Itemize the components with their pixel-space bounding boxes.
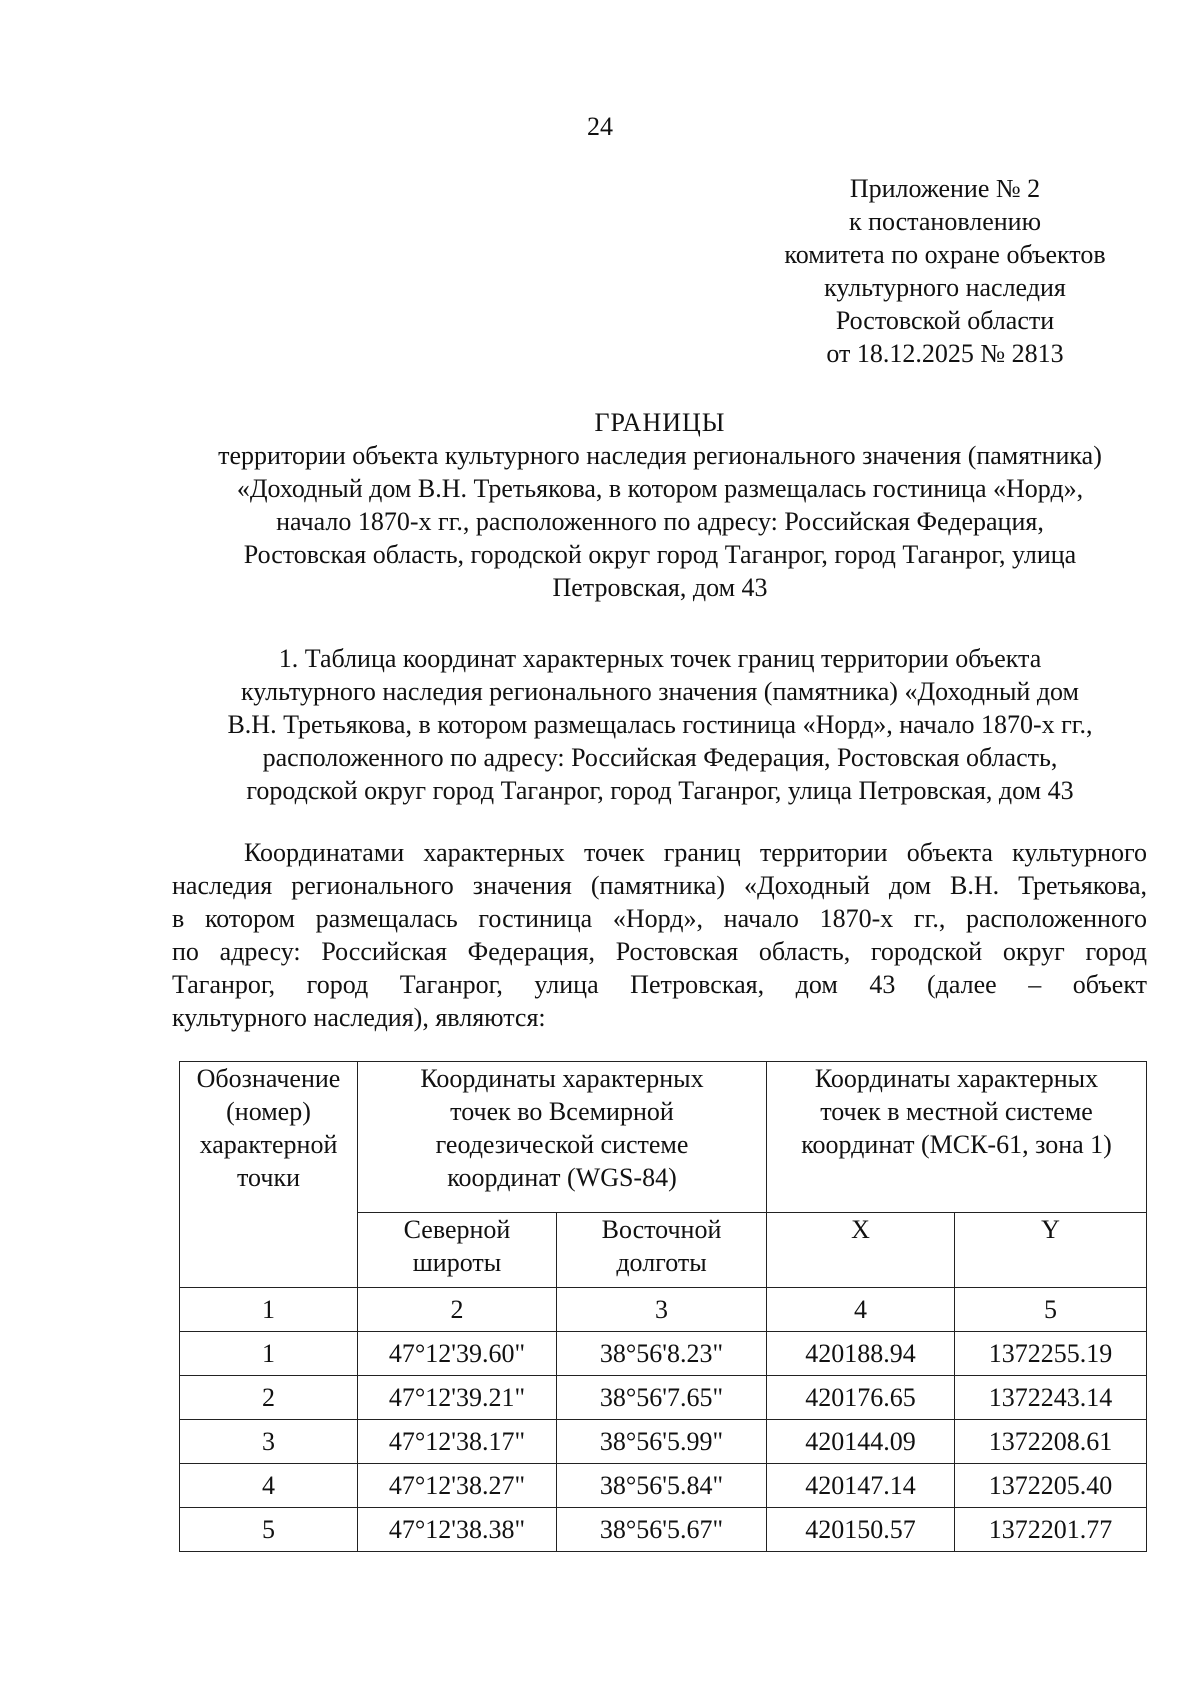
point-number: 3: [180, 1420, 358, 1464]
longitude-cell: 38°56'7.65": [557, 1376, 767, 1420]
appendix-line: Приложение № 2: [849, 174, 1041, 203]
title-line: Ростовская область, городской округ город Таганрог, город Таганрог, улица: [243, 540, 1077, 569]
header-north-latitude: [358, 1213, 557, 1288]
appendix-line: к постановлению: [848, 207, 1042, 236]
y-cell: 1372201.77: [955, 1508, 1147, 1552]
appendix-block: [760, 172, 1130, 370]
point-number: 4: [180, 1464, 358, 1508]
paragraph-line: Таганрог, город Таганрог, улица Петровская, дом 43 (далее – объект: [172, 970, 1147, 999]
header-text: широты: [412, 1248, 502, 1277]
header-text: Координаты характерных: [420, 1064, 704, 1093]
title-line: Петровская, дом 43: [552, 573, 768, 602]
title-line: территории объекта культурного наследия регионального значения (памятника): [218, 441, 1102, 470]
point-number: 1: [180, 1332, 358, 1376]
header-text: координат (WGS-84): [447, 1163, 677, 1192]
y-cell: 1372255.19: [955, 1332, 1147, 1376]
table-row: [180, 1464, 1147, 1508]
title-line: «Доходный дом В.Н. Третьякова, в котором размещалась гостиница «Норд»,: [236, 474, 1084, 503]
coordinates-table: [179, 1061, 1147, 1552]
table-row: [180, 1420, 1147, 1464]
y-cell: 1372208.61: [955, 1420, 1147, 1464]
longitude-cell: 38°56'5.99": [557, 1420, 767, 1464]
header-msk61: [767, 1062, 1147, 1213]
header-text: координат (МСК-61, зона 1): [801, 1130, 1112, 1159]
header-text: Координаты характерных: [814, 1064, 1099, 1093]
latitude-cell: 47°12'39.21": [358, 1376, 557, 1420]
y-cell: 1372205.40: [955, 1464, 1147, 1508]
header-text: характерной: [199, 1130, 338, 1159]
longitude-cell: 38°56'8.23": [557, 1332, 767, 1376]
title-line: начало 1870-х гг., расположенного по адресу: Российская Федерация,: [276, 507, 1044, 536]
point-number: 2: [180, 1376, 358, 1420]
paragraph-line: по адресу: Российская Федерация, Ростовская область, городской округ город: [172, 937, 1147, 966]
paragraph-line: Координатами характерных точек границ территории объекта культурного: [244, 838, 1147, 867]
table-row: [180, 1376, 1147, 1420]
title-heading: ГРАНИЦЫ: [594, 408, 726, 437]
appendix-line: Ростовской области: [835, 306, 1055, 335]
paragraph-line: культурного наследия), являются:: [172, 1003, 546, 1032]
header-text: точек в местной системе: [820, 1097, 1093, 1126]
paragraph-line: в котором размещалась гостиница «Норд», начало 1870-х гг., расположенного: [172, 904, 1147, 933]
latitude-cell: 47°12'39.60": [358, 1332, 557, 1376]
header-text: (номер): [226, 1097, 311, 1126]
column-number: 5: [955, 1288, 1147, 1332]
page-number: 24: [587, 112, 613, 141]
latitude-cell: 47°12'38.38": [358, 1508, 557, 1552]
appendix-line: от 18.12.2025 № 2813: [826, 339, 1064, 368]
x-cell: 420144.09: [767, 1420, 955, 1464]
latitude-cell: 47°12'38.17": [358, 1420, 557, 1464]
table-row: [180, 1508, 1147, 1552]
latitude-cell: 47°12'38.27": [358, 1464, 557, 1508]
longitude-cell: 38°56'5.84": [557, 1464, 767, 1508]
section-line: расположенного по адресу: Российская Федерация, Ростовская область,: [262, 743, 1058, 772]
x-cell: 420188.94: [767, 1332, 955, 1376]
header-text: Северной: [403, 1215, 511, 1244]
paragraph-line: наследия регионального значения (памятника) «Доходный дом В.Н. Третьякова,: [172, 871, 1147, 900]
point-number: 5: [180, 1508, 358, 1552]
x-cell: 420147.14: [767, 1464, 955, 1508]
longitude-cell: 38°56'5.67": [557, 1508, 767, 1552]
section-line: 1. Таблица координат характерных точек границ территории объекта: [278, 644, 1042, 673]
appendix-line: культурного наследия: [824, 273, 1066, 302]
header-text: точек во Всемирной: [450, 1097, 674, 1126]
section-heading: [165, 642, 1155, 807]
column-number-row: [180, 1288, 1147, 1332]
header-text: геодезической системе: [435, 1130, 689, 1159]
column-number: 2: [358, 1288, 557, 1332]
section-line: городской округ город Таганрог, город Таганрог, улица Петровская, дом 43: [246, 776, 1074, 805]
header-text: Обозначение: [196, 1064, 341, 1093]
section-line: В.Н. Третьякова, в котором размещалась гостиница «Норд», начало 1870-х гг.,: [227, 710, 1093, 739]
appendix-line: комитета по охране объектов: [784, 240, 1106, 269]
column-number: 1: [180, 1288, 358, 1332]
header-y: Y: [955, 1213, 1147, 1288]
section-line: культурного наследия регионального значения (памятника) «Доходный дом: [240, 677, 1080, 706]
column-number: 3: [557, 1288, 767, 1332]
header-wgs84: [358, 1062, 767, 1213]
column-number: 4: [767, 1288, 955, 1332]
header-x: X: [767, 1213, 955, 1288]
header-point-designation: [180, 1062, 358, 1288]
x-cell: 420150.57: [767, 1508, 955, 1552]
document-title: [165, 406, 1155, 604]
table-header-row: [180, 1062, 1147, 1213]
table-row: [180, 1332, 1147, 1376]
header-text: долготы: [616, 1248, 707, 1277]
header-text: точки: [237, 1163, 300, 1192]
header-east-longitude: [557, 1213, 767, 1288]
header-text: Восточной: [601, 1215, 722, 1244]
body-paragraph: [172, 836, 1147, 1034]
y-cell: 1372243.14: [955, 1376, 1147, 1420]
x-cell: 420176.65: [767, 1376, 955, 1420]
